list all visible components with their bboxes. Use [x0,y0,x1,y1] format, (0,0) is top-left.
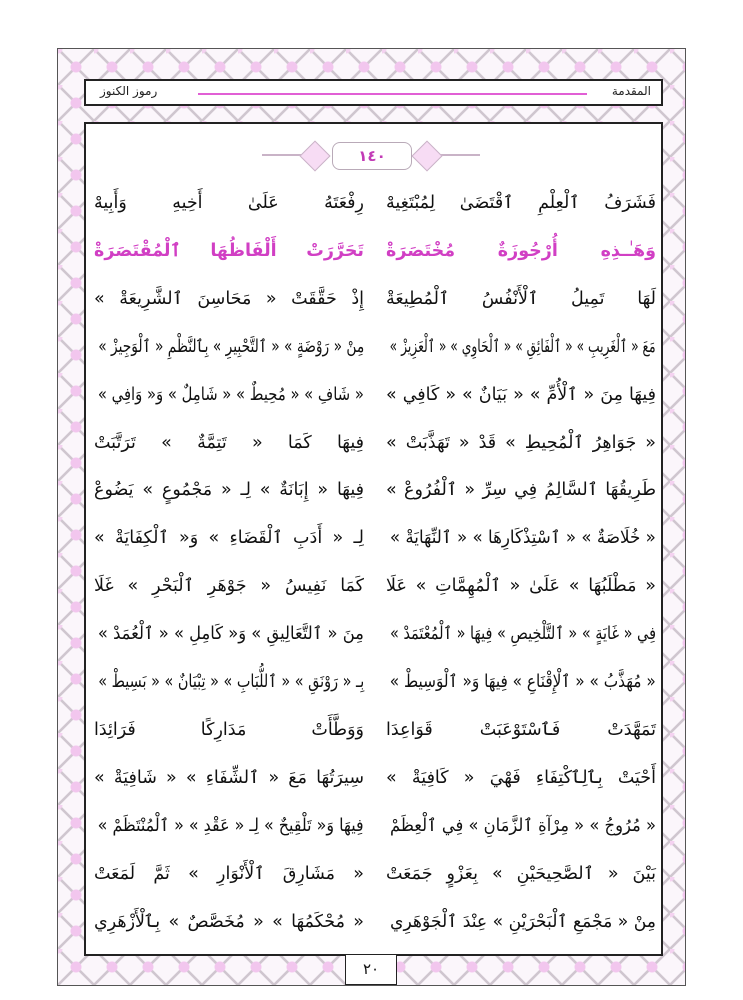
verse-first-hemistich [386,857,656,891]
hemistich-text: « مُحْكَمُهَا » « مُخَصَّصٌ » بِٱلْأَزْهَرِي [94,911,364,932]
hemistich-text: فِي « غَايَةٍ » « ٱلتَّلْخِيصِ » فِيهَا « ٱلْمُعْتَمَدْ » [390,624,656,645]
verse-second-hemistich [94,857,364,891]
verse-second-hemistich [94,426,364,460]
hemistich-text: أَحْيَتْ بِٱلِٱكْتِفَاءِ فَهْيَ « كَافِيَةْ » [386,767,656,788]
verse-second-hemistich [94,569,364,603]
hemistich-text: « خُلَاصَةٌ » « ٱسْتِذْكَارِهَا » « ٱلنِّهَايَةْ » [389,528,656,549]
hemistich-text: فِيهَا مِنَ « ٱلْأُمِّ » « بَيَانٌ » « كَافِي » [386,384,656,405]
verse-first-hemistich [386,282,656,316]
book-title: رموز الكنوز [100,84,158,98]
verse-first-hemistich [386,761,656,795]
hemistich-text: تَحَرَّرَتْ أَلْفَاظُهَا ٱلْمُقْتَصَرَةْ [94,240,364,261]
verse-number: ١٤٠ [332,142,412,170]
hemistich-text: طَرِيقُهَا ٱلسَّالِمُ فِي سِرِّ « ٱلْفُرُوعْ » [386,480,656,501]
ornament-diamond-icon [299,140,330,171]
verse-first-hemistich [386,713,656,747]
hemistich-text: تَمَهَّدَتْ فَٱسْتَوْعَبَتْ قَوَاعِدَا [386,719,656,740]
hemistich-text: مَعَ « ٱلْغَرِيبِ » « ٱلْفَائِقِ » « ٱلْحَاوِي » « ٱلْعَزِيزْ » [389,336,656,357]
verse-first-hemistich [386,330,656,364]
verse-first-hemistich [386,905,656,939]
page-number: ٢٠ [345,955,397,985]
hemistich-text: لَهَا تَمِيلُ ٱلْأَنْفُسُ ٱلْمُطِيعَةْ [386,288,656,309]
verse-second-hemistich [94,186,364,220]
hemistich-text: « مَشَارِقَ ٱلْأَنْوَارِ » ثَمَّ لَمَعَتْ [94,863,364,884]
verse-number-ornament [262,140,480,170]
verse-second-hemistich [94,330,364,364]
verse-first-hemistich [386,378,656,412]
hemistich-text: إِذْ حَقَّقَتْ « مَحَاسِنَ ٱلشَّرِيعَةْ » [94,288,364,309]
hemistich-text: « مُهَذَّبُ » « ٱلْإِقْنَاعِ » فِيهَا وَ« ٱلْوَسِيطْ » [390,672,656,692]
hemistich-text: « مَطْلَبُهَا » عَلَىٰ « ٱلْمُهِمَّاتِ » عَلَا [386,576,656,597]
verse-second-hemistich [94,378,364,412]
hemistich-text: كَمَا نَفِيسُ « جَوْهَرِ ٱلْبَحْرِ » غَلَا [94,576,364,597]
section-title: المقدمة [611,84,651,98]
verse-first-hemistich [386,521,656,555]
hemistich-text: « شَافِ » « مُحِيطٌ » « شَامِلٌ » وَ« وَافِي » [98,384,364,405]
hemistich-text: وَوَطَّأَتْ مَدَارِكًا فَرَائِدَا [94,719,364,740]
hemistich-text: فِيهَا « إِبَانَةٌ » لِـ « مَجْمُوعٍ » يَضُوعْ [94,480,364,501]
hemistich-text: فِيهَا كَمَا « تَتِمَّةٌ » تَرَتَّبَتْ [94,432,364,453]
hemistich-text: « جَوَاهِرُ ٱلْمُحِيطِ » قَدْ « تَهَذَّبَتْ » [386,432,656,453]
hemistich-text: لِـ « أَدَبِ ٱلْقَضَاءِ » وَ« ٱلْكِفَايَةْ » [94,528,364,549]
verse-first-hemistich [386,569,656,603]
verse-first-hemistich [386,617,656,651]
hemistich-text: فِيهَا وَ« تَلْقِيحٌ » لِـ « عَقْدِ » « ٱلْمُنْتَظَمْ » [97,815,364,836]
verse-second-hemistich [94,234,364,268]
running-header [84,79,663,106]
verse-first-hemistich [386,473,656,507]
verse-second-hemistich [94,713,364,747]
hemistich-text: رِفْعَتَهُ عَلَىٰ أَخِيهِ وَأَبِيهْ [94,193,364,213]
verse-second-hemistich [94,809,364,843]
hemistich-text: بِـ « رَوْنَقِ » « ٱللُّبَابِ » « تِبْيَانٌ » « بَسِيطْ » [98,672,364,692]
verse-first-hemistich [386,186,656,220]
header-divider [198,93,587,95]
verse-second-hemistich [94,473,364,507]
hemistich-text: فَشَرَفُ ٱلْعِلْمِ ٱقْتَضَىٰ لِمُبْتَغِيهْ [386,193,656,213]
verse-second-hemistich [94,905,364,939]
hemistich-text: مِنْ « مَجْمَعِ ٱلْبَحْرَيْنِ » عِنْدَ ٱلْجَوْهَرِي [389,911,656,932]
verse-first-hemistich [386,809,656,843]
verse-first-hemistich [386,234,656,268]
verse-first-hemistich [386,665,656,699]
hemistich-text: مِنَ « ٱلتَّعَالِيقِ » وَ« كَامِلِ » « ٱلْعُمَدْ » [97,624,364,645]
verse-first-hemistich [386,426,656,460]
verse-second-hemistich [94,521,364,555]
hemistich-text: « مُرُوجُ » « مِرْآةِ ٱلزَّمَانِ » فِي ٱلْعِظَمْ [389,815,656,836]
hemistich-text: بَيْنَ « ٱلصَّحِيحَيْنِ » بِعَزْوٍ جَمَعَتْ [386,863,656,884]
hemistich-text: مِنْ « رَوْضَةٍ » « ٱلتَّحْبِيرِ » بِٱلنَّظْمِ « ٱلْوَجِيزْ » [97,336,364,357]
ornament-diamond-icon [411,140,442,171]
hemistich-text: وَهَـٰـذِهِ أُرْجُوزَةٌ مُخْتَصَرَةْ [386,240,656,261]
verse-second-hemistich [94,665,364,699]
verse-second-hemistich [94,282,364,316]
verse-second-hemistich [94,617,364,651]
verse-second-hemistich [94,761,364,795]
hemistich-text: سِيرَتُهَا مَعَ « ٱلشِّفَاءِ » « شَافِيَةْ » [94,767,364,788]
